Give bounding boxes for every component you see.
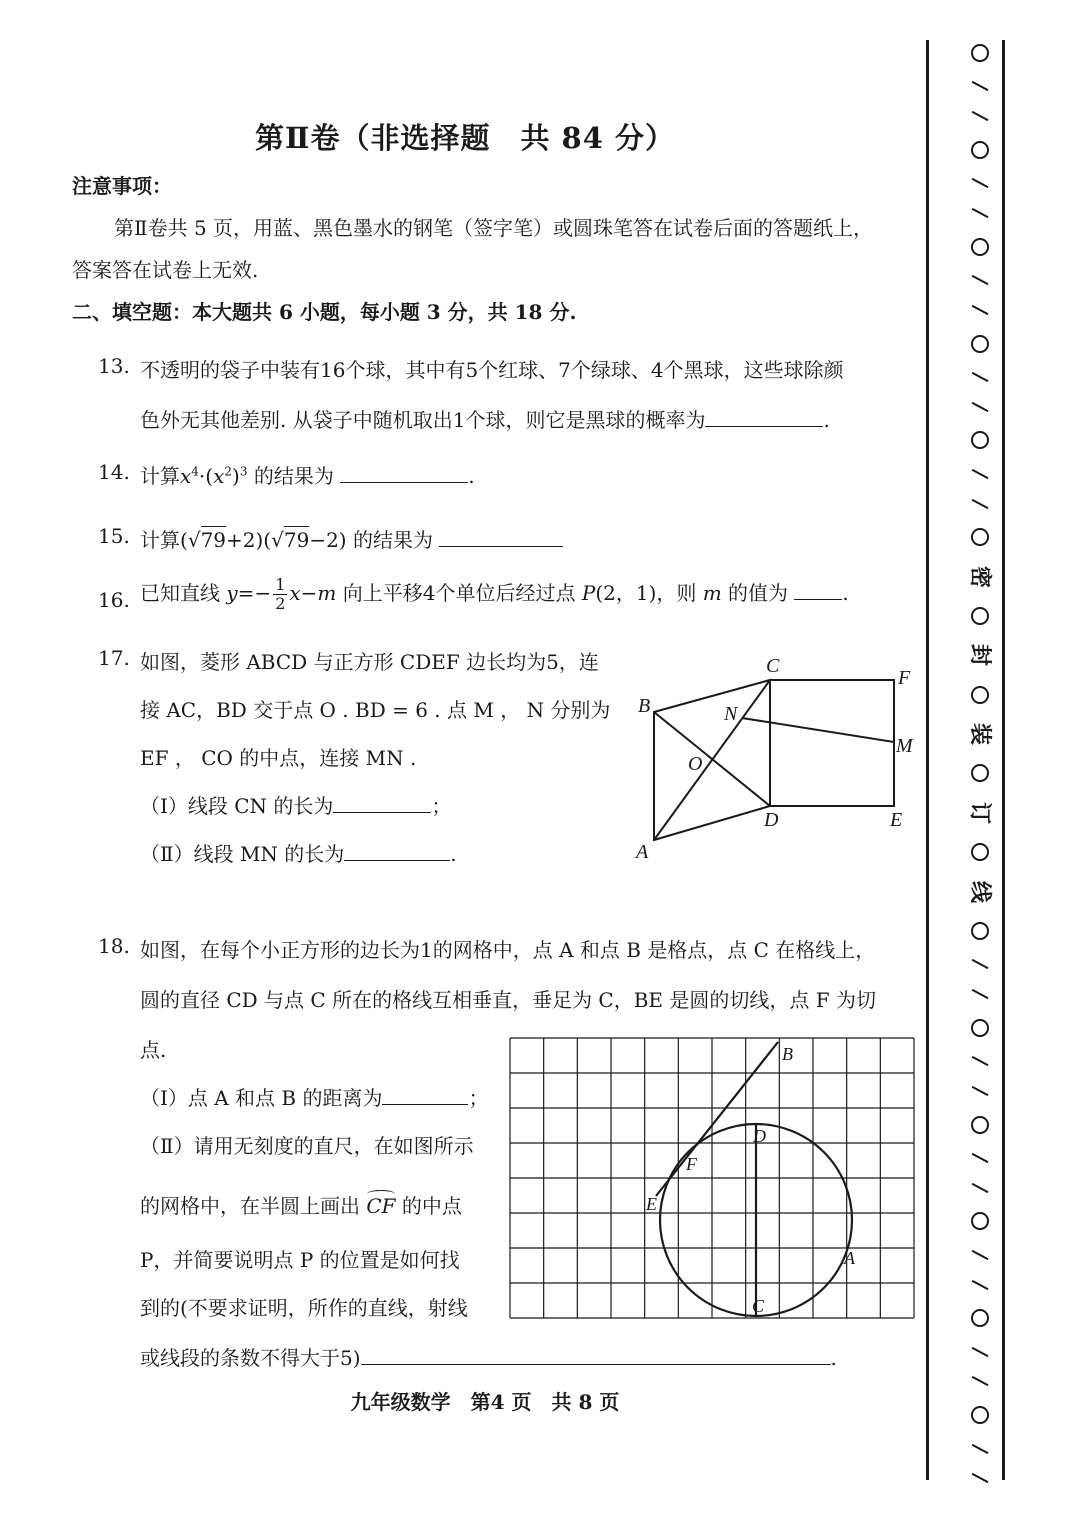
- binding-line-inner: [1002, 40, 1005, 1480]
- q18-number: 18.: [98, 934, 130, 958]
- q18-sub-2-line-2: [140, 1190, 462, 1219]
- seal-slash: [971, 1443, 988, 1454]
- seal-circle: [971, 44, 989, 62]
- seal-slash: [971, 1086, 988, 1097]
- seal-slash: [971, 469, 988, 480]
- square-cdef: [770, 680, 894, 806]
- q13-number: 13.: [98, 354, 130, 378]
- binding-line-outer: [926, 40, 929, 1480]
- q16-eq: =−: [237, 581, 272, 605]
- q17-sub-2-blank[interactable]: [344, 840, 450, 861]
- q18-sub-1-blank[interactable]: [382, 1084, 468, 1105]
- seal-circle: [971, 141, 989, 159]
- q18-line-2: 圆的直径 CD 与点 C 所在的格线互相垂直，垂足为 C，BE 是圆的切线，点 F 为切: [140, 988, 876, 1012]
- q18-sub-2-line-3: P，并简要说明点 P 的位置是如何找: [140, 1248, 460, 1272]
- q16-y: y: [226, 581, 238, 605]
- notes-line-2: 答案答在试卷上无效.: [72, 258, 259, 282]
- seal-slash: [971, 1183, 988, 1194]
- seal-slash: [971, 208, 988, 219]
- q16-mid: 向上平移4个单位后经过点: [336, 581, 582, 605]
- q17-label-a: A: [636, 841, 649, 863]
- q15-body: 计算(√79+2)(√79−2) 的结果为: [140, 524, 563, 553]
- q14-body: [140, 460, 475, 489]
- seal-slash: [971, 498, 988, 509]
- q18-sub-2-line-5: [140, 1342, 837, 1371]
- q15-pre: 计算(: [140, 528, 188, 552]
- seal-circle: [971, 607, 989, 625]
- q18-sub-2-line-5-text: 或线段的条数不得大于5): [140, 1346, 361, 1370]
- q16-P: P: [581, 581, 596, 605]
- q17-label-f: F: [898, 667, 911, 689]
- diagonal-bd: [654, 712, 770, 806]
- q14-exp2: 2: [224, 464, 233, 479]
- q16-x: x: [289, 581, 301, 605]
- seal-slash: [971, 305, 988, 316]
- seal-circle: [971, 335, 989, 353]
- notes-heading: 注意事项：: [72, 174, 172, 198]
- seal-circle: [971, 238, 989, 256]
- q17-label-n: N: [724, 703, 738, 725]
- q16-frac-num: 1: [275, 575, 286, 594]
- page-title: 第Ⅱ卷（非选择题 共 84 分）: [255, 121, 675, 155]
- seal-slash: [971, 1250, 988, 1261]
- seal-circle: [971, 922, 989, 940]
- seal-char: 线: [966, 880, 993, 903]
- seal-circle: [971, 686, 989, 704]
- q13-line-2-text: 色外无其他差别. 从袋子中随机取出1个球，则它是黑球的概率为: [140, 408, 706, 432]
- seal-slash: [971, 178, 988, 189]
- seal-slash: [971, 989, 988, 1000]
- q16-number: 16.: [98, 588, 130, 612]
- q17-figure: [626, 650, 926, 870]
- q13-line-1: 不透明的袋子中装有16个球，其中有5个红球、7个绿球、4个黑球，这些球除颜: [140, 358, 844, 382]
- q17-line-2: 接 AC，BD 交于点 O . BD = 6 . 点 M ， N 分别为: [140, 698, 611, 722]
- seal-circle: [971, 1309, 989, 1327]
- q14-answer-blank[interactable]: [340, 462, 468, 483]
- q17-number: 17.: [98, 646, 130, 670]
- seal-slash: [971, 959, 988, 970]
- seal-circle: [971, 431, 989, 449]
- q15-radicand-1: 79: [200, 528, 227, 552]
- q17-sub-1: [140, 790, 451, 819]
- q18-sub-2-end: .: [830, 1346, 837, 1370]
- q18-label-e: E: [646, 1194, 657, 1214]
- q14-number: 14.: [98, 460, 130, 484]
- q16-frac-den: 2: [275, 594, 286, 613]
- seal-slash: [971, 275, 988, 286]
- q14-exp4: 4: [191, 464, 199, 479]
- seal-char: 封: [966, 644, 993, 667]
- q13-line-2: [140, 404, 830, 433]
- q14-dot: ·(: [198, 464, 214, 488]
- q18-tangent-be: [656, 1042, 778, 1196]
- q16-answer-blank[interactable]: [794, 579, 842, 600]
- q15-number: 15.: [98, 524, 130, 548]
- q18-label-d: D: [753, 1126, 766, 1146]
- q18-sub-1-text: （Ⅰ）点 A 和点 B 的距离为: [140, 1086, 383, 1110]
- q13-answer-blank[interactable]: [705, 406, 823, 427]
- seal-pattern: [958, 44, 1002, 1484]
- q15-mid: +2)(: [226, 528, 272, 552]
- seal-slash: [971, 1279, 988, 1290]
- notes-line-1: 第Ⅱ卷共 5 页，用蓝、黑色墨水的钢笔（签字笔）或圆珠笔答在试卷后面的答题纸上，: [114, 216, 874, 240]
- seal-circle: [971, 1019, 989, 1037]
- q14-post: 的结果为: [247, 464, 341, 488]
- seal-circle: [971, 528, 989, 546]
- q14-close: ): [232, 464, 240, 488]
- q18-sub-1-end: ；: [468, 1086, 489, 1110]
- q15-close: −2) 的结果为: [309, 528, 440, 552]
- q14-end: .: [468, 464, 475, 488]
- q18-line-3: 点.: [140, 1038, 167, 1062]
- q18-arc-cf: CF: [366, 1194, 396, 1218]
- seal-circle: [971, 843, 989, 861]
- segment-mn: [742, 718, 894, 742]
- seal-char: 订: [966, 801, 993, 824]
- q17-label-m: M: [896, 735, 913, 757]
- q17-line-1: 如图，菱形 ABCD 与正方形 CDEF 边长均为5，连: [140, 650, 599, 674]
- seal-char: 装: [966, 723, 993, 746]
- q17-label-b: B: [638, 695, 651, 717]
- q18-label-c: C: [752, 1296, 765, 1316]
- q16-point: (2，1)，则: [595, 581, 703, 605]
- seal-circle: [971, 1212, 989, 1230]
- q18-label-f: F: [686, 1154, 697, 1174]
- q18-sub-1: [140, 1082, 488, 1111]
- q17-label-o: O: [688, 753, 703, 775]
- seal-slash: [971, 1347, 988, 1358]
- q18-line-1: 如图，在每个小正方形的边长为1的网格中，点 A 和点 B 是格点，点 C 在格线上，: [140, 938, 876, 962]
- q17-sub-2-end: .: [450, 842, 457, 866]
- q16-minus: −: [300, 581, 318, 605]
- section-heading: 二、填空题：本大题共 6 小题，每小题 3 分，共 18 分.: [72, 300, 577, 324]
- q16-body: [140, 576, 849, 613]
- q14-pre: 计算: [140, 464, 180, 488]
- q18-grid: [510, 1038, 914, 1318]
- seal-slash: [971, 372, 988, 383]
- seal-slash: [971, 1376, 988, 1387]
- seal-slash: [971, 402, 988, 413]
- q17-sub-1-text: （Ⅰ）线段 CN 的长为: [140, 794, 334, 818]
- seal-slash: [971, 81, 988, 92]
- q16-post: 的值为: [721, 581, 795, 605]
- seal-char: 密: [966, 565, 993, 588]
- q17-sub-2-text: （Ⅱ）线段 MN 的长为: [140, 842, 345, 866]
- q18-sub-2-line-1: （Ⅱ）请用无刻度的直尺，在如图所示: [140, 1134, 474, 1158]
- q14-exp3: 3: [239, 464, 248, 479]
- q14-x2: x: [213, 464, 225, 488]
- seal-circle: [971, 1406, 989, 1424]
- q18-sub-2-line-4: 到的(不要求证明，所作的直线，射线: [140, 1296, 468, 1320]
- q17-sub-2: [140, 838, 457, 867]
- page-footer: 九年级数学 第4 页 共 8 页: [350, 1390, 620, 1414]
- q15-answer-blank[interactable]: [439, 526, 563, 547]
- q18-sub-2-line-2b: 的中点: [395, 1194, 462, 1218]
- seal-slash: [971, 1473, 988, 1484]
- q16-fraction: [273, 576, 287, 613]
- q18-sub-2-blank[interactable]: [361, 1344, 831, 1365]
- seal-slash: [971, 111, 988, 122]
- q16-end: .: [842, 581, 849, 605]
- q16-m: m: [317, 581, 337, 605]
- q16-pre: 已知直线: [140, 581, 227, 605]
- seal-circle: [971, 764, 989, 782]
- q17-sub-1-blank[interactable]: [333, 792, 431, 813]
- q13-end: .: [823, 408, 830, 432]
- q17-line-3: EF ， CO 的中点，连接 MN .: [140, 746, 417, 770]
- q18-label-b: B: [782, 1044, 793, 1064]
- seal-slash: [971, 1153, 988, 1164]
- q14-x: x: [180, 464, 192, 488]
- q18-label-a: A: [844, 1248, 855, 1268]
- q17-label-c: C: [766, 655, 780, 677]
- q17-label-e: E: [890, 809, 903, 831]
- q18-sub-2-line-2a: 的网格中，在半圆上画出: [140, 1194, 367, 1218]
- seal-circle: [971, 1116, 989, 1134]
- q16-m2: m: [702, 581, 722, 605]
- q17-label-d: D: [764, 809, 779, 831]
- q18-figure: [508, 1036, 916, 1320]
- q15-radicand-2: 79: [283, 528, 310, 552]
- seal-slash: [971, 1056, 988, 1067]
- q17-sub-1-end: ；: [431, 794, 452, 818]
